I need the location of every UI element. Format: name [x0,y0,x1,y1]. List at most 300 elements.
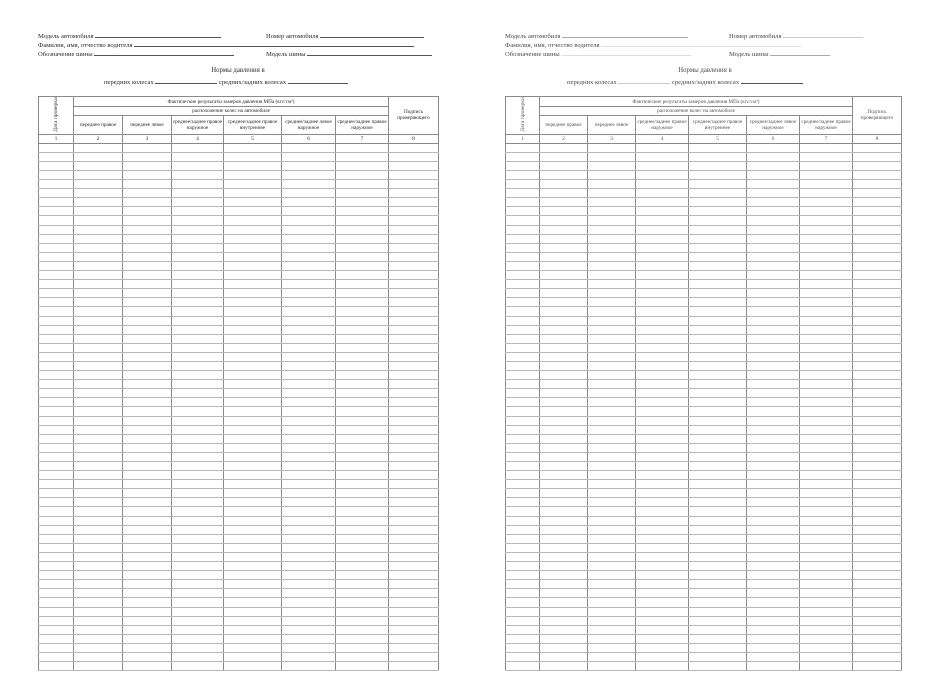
table-cell[interactable] [389,271,439,280]
table-cell[interactable] [172,380,224,389]
table-cell[interactable] [39,171,74,180]
table-cell[interactable] [74,316,123,325]
table-cell[interactable] [636,316,689,325]
table-cell[interactable] [282,452,336,461]
table-cell[interactable] [588,143,636,152]
table-cell[interactable] [540,234,588,243]
table-cell[interactable] [389,643,439,652]
table-cell[interactable] [636,307,689,316]
table-cell[interactable] [747,189,800,198]
table-cell[interactable] [123,643,172,652]
table-cell[interactable] [123,462,172,471]
table-cell[interactable] [123,607,172,616]
table-cell[interactable] [389,507,439,516]
table-cell[interactable] [389,589,439,598]
table-cell[interactable] [689,152,747,161]
table-cell[interactable] [506,207,540,216]
table-cell[interactable] [39,271,74,280]
table-cell[interactable] [747,371,800,380]
table-cell[interactable] [588,543,636,552]
table-cell[interactable] [689,607,747,616]
table-cell[interactable] [336,225,389,234]
table-cell[interactable] [853,589,902,598]
table-cell[interactable] [74,498,123,507]
table-cell[interactable] [747,534,800,543]
table-cell[interactable] [336,552,389,561]
table-cell[interactable] [224,580,282,589]
table-cell[interactable] [636,534,689,543]
table-cell[interactable] [689,543,747,552]
table-cell[interactable] [123,234,172,243]
table-cell[interactable] [506,198,540,207]
table-cell[interactable] [853,225,902,234]
table-cell[interactable] [336,243,389,252]
table-cell[interactable] [588,189,636,198]
table-cell[interactable] [336,298,389,307]
table-cell[interactable] [336,434,389,443]
table-cell[interactable] [224,171,282,180]
table-cell[interactable] [747,452,800,461]
table-cell[interactable] [747,443,800,452]
table-cell[interactable] [588,589,636,598]
table-cell[interactable] [74,416,123,425]
table-cell[interactable] [588,352,636,361]
table-cell[interactable] [123,225,172,234]
table-cell[interactable] [74,434,123,443]
table-cell[interactable] [282,643,336,652]
table-cell[interactable] [282,462,336,471]
table-cell[interactable] [123,434,172,443]
table-cell[interactable] [282,634,336,643]
table-cell[interactable] [588,271,636,280]
table-cell[interactable] [282,207,336,216]
table-cell[interactable] [39,189,74,198]
table-cell[interactable] [336,371,389,380]
table-cell[interactable] [689,562,747,571]
table-cell[interactable] [588,652,636,661]
table-cell[interactable] [336,352,389,361]
table-cell[interactable] [853,216,902,225]
table-cell[interactable] [39,289,74,298]
table-cell[interactable] [172,352,224,361]
table-cell[interactable] [689,143,747,152]
table-cell[interactable] [506,625,540,634]
table-cell[interactable] [39,443,74,452]
table-cell[interactable] [74,152,123,161]
table-cell[interactable] [224,562,282,571]
table-cell[interactable] [74,298,123,307]
table-cell[interactable] [636,207,689,216]
table-cell[interactable] [540,589,588,598]
table-cell[interactable] [636,280,689,289]
table-cell[interactable] [74,180,123,189]
table-cell[interactable] [636,525,689,534]
table-cell[interactable] [853,480,902,489]
table-cell[interactable] [800,416,853,425]
table-cell[interactable] [747,398,800,407]
table-cell[interactable] [540,625,588,634]
table-cell[interactable] [506,571,540,580]
table-cell[interactable] [172,543,224,552]
table-cell[interactable] [636,552,689,561]
table-cell[interactable] [336,562,389,571]
table-cell[interactable] [588,316,636,325]
table-cell[interactable] [336,152,389,161]
table-cell[interactable] [588,298,636,307]
table-cell[interactable] [389,434,439,443]
table-cell[interactable] [747,261,800,270]
table-cell[interactable] [636,371,689,380]
table-cell[interactable] [800,171,853,180]
table-cell[interactable] [540,425,588,434]
table-cell[interactable] [540,216,588,225]
table-cell[interactable] [506,152,540,161]
table-cell[interactable] [506,516,540,525]
table-cell[interactable] [282,389,336,398]
table-cell[interactable] [506,616,540,625]
table-cell[interactable] [588,243,636,252]
table-cell[interactable] [689,334,747,343]
table-cell[interactable] [800,489,853,498]
table-cell[interactable] [800,371,853,380]
table-cell[interactable] [39,180,74,189]
table-cell[interactable] [123,143,172,152]
table-cell[interactable] [800,316,853,325]
table-cell[interactable] [39,207,74,216]
table-cell[interactable] [39,334,74,343]
table-cell[interactable] [689,261,747,270]
table-cell[interactable] [853,443,902,452]
table-cell[interactable] [689,634,747,643]
table-cell[interactable] [800,343,853,352]
table-cell[interactable] [800,634,853,643]
table-cell[interactable] [689,462,747,471]
table-cell[interactable] [123,252,172,261]
table-cell[interactable] [588,361,636,370]
table-cell[interactable] [39,607,74,616]
table-cell[interactable] [747,616,800,625]
table-cell[interactable] [224,534,282,543]
table-cell[interactable] [636,607,689,616]
table-cell[interactable] [540,443,588,452]
table-cell[interactable] [588,607,636,616]
table-cell[interactable] [74,407,123,416]
table-cell[interactable] [389,152,439,161]
table-cell[interactable] [172,389,224,398]
table-cell[interactable] [172,580,224,589]
table-cell[interactable] [74,471,123,480]
table-cell[interactable] [853,307,902,316]
table-cell[interactable] [506,143,540,152]
table-cell[interactable] [172,407,224,416]
table-cell[interactable] [172,361,224,370]
table-cell[interactable] [336,416,389,425]
table-cell[interactable] [636,643,689,652]
table-cell[interactable] [336,361,389,370]
table-cell[interactable] [506,580,540,589]
tire-model-field[interactable] [307,49,432,56]
table-cell[interactable] [747,207,800,216]
table-cell[interactable] [540,507,588,516]
table-cell[interactable] [506,434,540,443]
table-cell[interactable] [123,589,172,598]
table-cell[interactable] [39,471,74,480]
table-cell[interactable] [747,198,800,207]
table-cell[interactable] [689,207,747,216]
table-cell[interactable] [588,443,636,452]
table-cell[interactable] [39,325,74,334]
table-cell[interactable] [540,652,588,661]
table-cell[interactable] [636,480,689,489]
table-cell[interactable] [588,625,636,634]
table-cell[interactable] [747,361,800,370]
table-cell[interactable] [123,616,172,625]
table-cell[interactable] [800,261,853,270]
table-cell[interactable] [540,643,588,652]
table-cell[interactable] [689,234,747,243]
table-cell[interactable] [800,471,853,480]
table-cell[interactable] [506,498,540,507]
table-cell[interactable] [389,580,439,589]
norms-rear-field[interactable] [288,77,348,84]
table-cell[interactable] [282,607,336,616]
table-cell[interactable] [172,298,224,307]
table-cell[interactable] [74,534,123,543]
table-cell[interactable] [853,652,902,661]
table-cell[interactable] [74,616,123,625]
table-cell[interactable] [282,298,336,307]
table-cell[interactable] [689,616,747,625]
table-cell[interactable] [389,361,439,370]
table-cell[interactable] [506,507,540,516]
table-cell[interactable] [588,407,636,416]
table-cell[interactable] [39,516,74,525]
table-cell[interactable] [800,389,853,398]
table-cell[interactable] [800,243,853,252]
table-cell[interactable] [74,271,123,280]
table-cell[interactable] [588,207,636,216]
table-cell[interactable] [636,325,689,334]
table-cell[interactable] [636,625,689,634]
table-cell[interactable] [506,425,540,434]
table-cell[interactable] [282,662,336,671]
table-cell[interactable] [39,552,74,561]
table-cell[interactable] [123,525,172,534]
table-cell[interactable] [588,516,636,525]
table-cell[interactable] [506,662,540,671]
table-cell[interactable] [39,198,74,207]
table-cell[interactable] [172,416,224,425]
table-cell[interactable] [172,325,224,334]
table-cell[interactable] [39,316,74,325]
table-cell[interactable] [39,234,74,243]
table-cell[interactable] [172,616,224,625]
table-cell[interactable] [800,507,853,516]
table-cell[interactable] [853,343,902,352]
table-cell[interactable] [389,380,439,389]
table-cell[interactable] [747,252,800,261]
table-cell[interactable] [74,634,123,643]
table-cell[interactable] [224,298,282,307]
table-cell[interactable] [800,180,853,189]
table-cell[interactable] [747,607,800,616]
table-cell[interactable] [172,552,224,561]
table-cell[interactable] [636,471,689,480]
table-cell[interactable] [540,261,588,270]
table-cell[interactable] [689,552,747,561]
table-cell[interactable] [747,489,800,498]
table-cell[interactable] [540,243,588,252]
table-cell[interactable] [506,171,540,180]
table-cell[interactable] [123,489,172,498]
table-cell[interactable] [172,589,224,598]
table-cell[interactable] [336,452,389,461]
table-cell[interactable] [506,380,540,389]
table-cell[interactable] [123,334,172,343]
table-cell[interactable] [39,416,74,425]
table-cell[interactable] [74,225,123,234]
table-cell[interactable] [282,271,336,280]
table-cell[interactable] [123,371,172,380]
table-cell[interactable] [689,180,747,189]
norms-front-field[interactable] [618,77,670,84]
table-cell[interactable] [123,216,172,225]
table-cell[interactable] [123,307,172,316]
table-cell[interactable] [123,498,172,507]
table-cell[interactable] [853,161,902,170]
table-cell[interactable] [588,198,636,207]
table-cell[interactable] [282,325,336,334]
table-cell[interactable] [853,189,902,198]
table-cell[interactable] [224,543,282,552]
car-number-field[interactable] [320,31,424,38]
table-cell[interactable] [74,562,123,571]
table-cell[interactable] [172,271,224,280]
table-cell[interactable] [540,225,588,234]
table-cell[interactable] [689,516,747,525]
table-cell[interactable] [74,189,123,198]
table-cell[interactable] [123,189,172,198]
table-cell[interactable] [39,216,74,225]
table-cell[interactable] [800,498,853,507]
table-cell[interactable] [689,189,747,198]
table-cell[interactable] [39,252,74,261]
table-cell[interactable] [636,234,689,243]
table-cell[interactable] [506,652,540,661]
table-cell[interactable] [636,580,689,589]
table-cell[interactable] [336,534,389,543]
table-cell[interactable] [800,198,853,207]
table-cell[interactable] [540,143,588,152]
table-cell[interactable] [172,489,224,498]
table-cell[interactable] [172,480,224,489]
table-cell[interactable] [506,180,540,189]
table-cell[interactable] [506,525,540,534]
table-cell[interactable] [636,298,689,307]
table-cell[interactable] [74,552,123,561]
table-cell[interactable] [336,589,389,598]
table-cell[interactable] [747,634,800,643]
table-cell[interactable] [506,325,540,334]
table-cell[interactable] [74,643,123,652]
table-cell[interactable] [224,507,282,516]
table-cell[interactable] [389,516,439,525]
table-cell[interactable] [336,507,389,516]
table-cell[interactable] [689,507,747,516]
table-cell[interactable] [336,471,389,480]
table-cell[interactable] [588,334,636,343]
table-cell[interactable] [172,189,224,198]
table-cell[interactable] [172,662,224,671]
table-cell[interactable] [224,389,282,398]
table-cell[interactable] [123,580,172,589]
table-cell[interactable] [282,307,336,316]
table-cell[interactable] [123,416,172,425]
table-cell[interactable] [123,634,172,643]
table-cell[interactable] [506,352,540,361]
table-cell[interactable] [800,589,853,598]
table-cell[interactable] [747,161,800,170]
table-cell[interactable] [172,571,224,580]
table-cell[interactable] [282,416,336,425]
table-cell[interactable] [540,152,588,161]
table-cell[interactable] [800,334,853,343]
table-cell[interactable] [172,198,224,207]
table-cell[interactable] [336,616,389,625]
table-cell[interactable] [74,580,123,589]
table-cell[interactable] [506,243,540,252]
table-cell[interactable] [389,261,439,270]
table-cell[interactable] [39,280,74,289]
table-cell[interactable] [389,616,439,625]
table-cell[interactable] [540,280,588,289]
table-cell[interactable] [588,216,636,225]
table-cell[interactable] [540,662,588,671]
table-cell[interactable] [689,316,747,325]
table-cell[interactable] [540,489,588,498]
table-cell[interactable] [39,589,74,598]
table-cell[interactable] [224,625,282,634]
table-cell[interactable] [800,152,853,161]
table-cell[interactable] [172,280,224,289]
table-cell[interactable] [588,380,636,389]
table-cell[interactable] [689,380,747,389]
table-cell[interactable] [74,161,123,170]
table-cell[interactable] [74,243,123,252]
table-cell[interactable] [336,143,389,152]
table-cell[interactable] [224,525,282,534]
table-cell[interactable] [689,480,747,489]
table-cell[interactable] [636,389,689,398]
table-cell[interactable] [39,343,74,352]
table-cell[interactable] [224,398,282,407]
table-cell[interactable] [336,198,389,207]
table-cell[interactable] [389,443,439,452]
table-cell[interactable] [588,507,636,516]
table-cell[interactable] [39,625,74,634]
table-cell[interactable] [588,598,636,607]
table-cell[interactable] [636,589,689,598]
table-cell[interactable] [689,571,747,580]
table-cell[interactable] [39,507,74,516]
table-cell[interactable] [123,380,172,389]
table-cell[interactable] [74,280,123,289]
table-cell[interactable] [39,634,74,643]
table-cell[interactable] [540,407,588,416]
table-cell[interactable] [282,189,336,198]
table-cell[interactable] [39,571,74,580]
table-cell[interactable] [389,416,439,425]
